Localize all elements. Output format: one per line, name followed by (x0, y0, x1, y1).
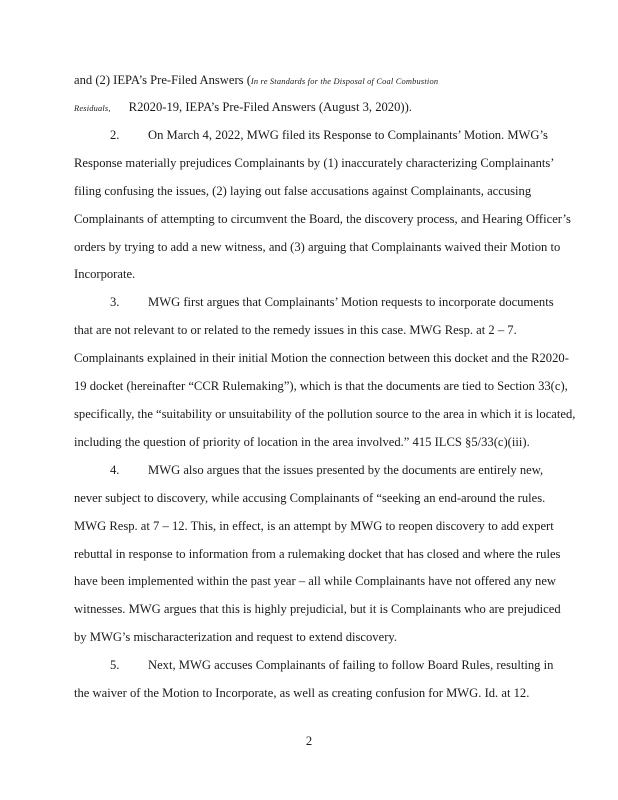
paragraph-line: never subject to discovery, while accusing Complainants of “seeking an end-around the rules. (74, 491, 546, 505)
paragraph-line: 2. On March 4, 2022, MWG filed its Response to Complainants’ Motion. MWG’s (110, 128, 548, 142)
paragraph-line: specifically, the “suitability or unsuitability of the pollution source to the area in which it is located, (74, 407, 576, 421)
paragraph-line: Complainants of attempting to circumvent the Board, the discovery process, and Hearing Officer’s (74, 212, 571, 226)
paragraph-line: that are not relevant to or related to the remedy issues in this case. MWG Resp. at 2 – 7. (74, 323, 517, 337)
paragraph-line: 4. MWG also argues that the issues presented by the documents are entirely new, (110, 463, 544, 477)
paragraph-line: 5. Next, MWG accuses Complainants of failing to follow Board Rules, resulting in (110, 658, 554, 672)
paragraph-line: witnesses. MWG argues that this is highly prejudicial, but it is Complainants who are prejudiced (74, 602, 561, 616)
paragraph-line: orders by trying to add a new witness, and (3) arguing that Complainants waived their Motion to (74, 240, 561, 254)
paragraph-line: the waiver of the Motion to Incorporate, as well as creating confusion for MWG. Id. at 12. (74, 686, 530, 700)
paragraph-line: have been implemented within the past year – all while Complainants have not offered any new (74, 574, 557, 588)
paragraph-line: by MWG’s mischaracterization and request to extend discovery. (74, 630, 398, 644)
paragraph-line: Complainants explained in their initial Motion the connection between this docket and the R2020- (74, 351, 569, 365)
paragraph-line: MWG Resp. at 7 – 12. This, in effect, is an attempt by MWG to reopen discovery to add expert (74, 519, 554, 533)
paragraph-line: filing confusing the issues, (2) laying out false accusations against Complainants, accusing (74, 184, 532, 198)
header-line-2: Residuals, R2020-19, IEPA’s Pre-Filed Answers (August 3, 2020)). (74, 100, 412, 114)
page-number: 2 (305, 734, 313, 748)
paragraph-line: 3. MWG first argues that Complainants’ Motion requests to incorporate documents (110, 295, 554, 309)
paragraph-line: including the question of priority of location in the area involved.” 415 ILCS §5/33(c)(iii). (74, 435, 530, 449)
paragraph-line: Response materially prejudices Complainants by (1) inaccurately characterizing Complainants’ (74, 156, 555, 170)
paragraph-line: rebuttal in response to information from a rulemaking docket that has closed and where the rules (74, 547, 561, 561)
paragraph-line: 19 docket (hereinafter “CCR Rulemaking”), which is that the documents are tied to Section 33(c), (74, 379, 568, 393)
paragraph-line: Incorporate. (74, 267, 136, 281)
header-line-1: and (2) IEPA’s Pre-Filed Answers (In re Standards for the Disposal of Coal Combustion (74, 73, 439, 87)
